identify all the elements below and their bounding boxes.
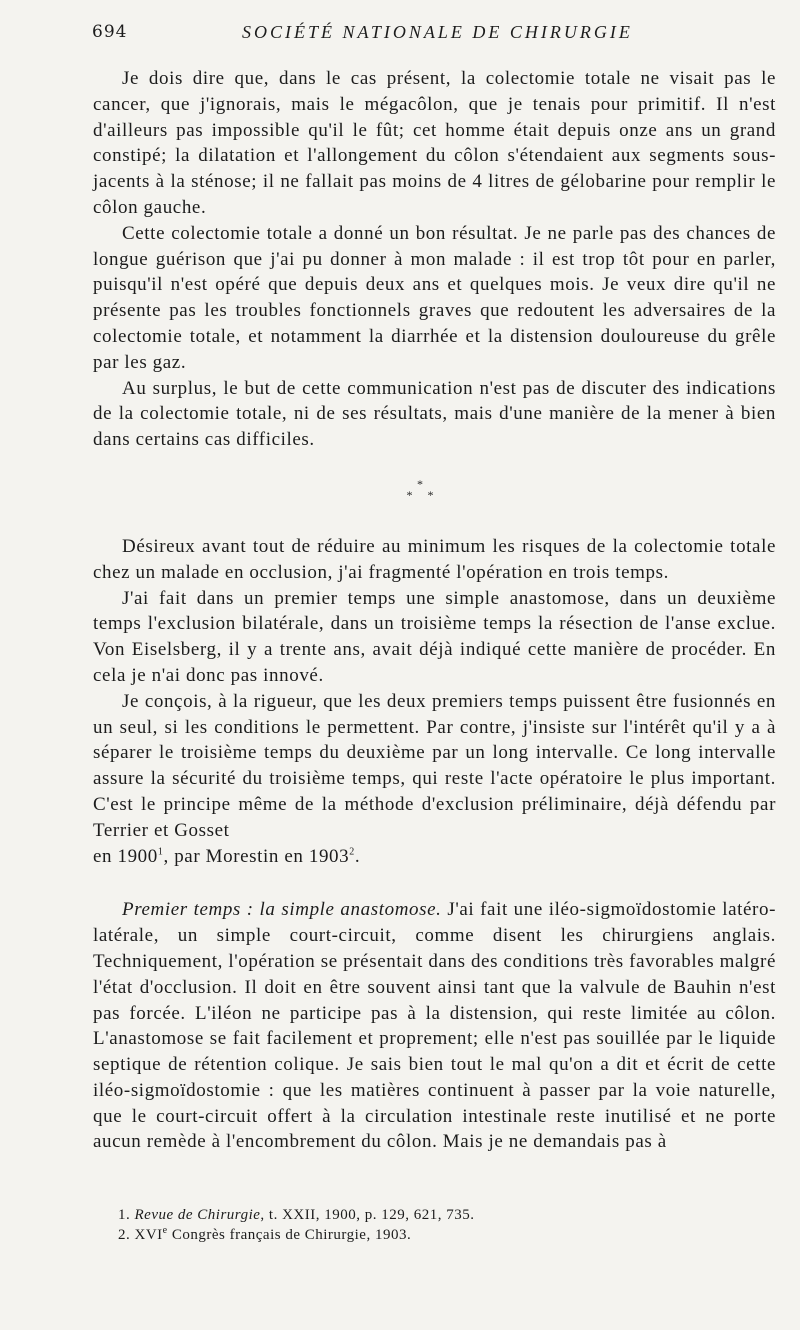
separator-star-top: * (417, 476, 429, 491)
section-label: Premier temps : la simple anastomose. (122, 899, 442, 921)
citation-text: en 1900 (93, 845, 158, 867)
paragraph: J'ai fait dans un premier temps une simple anastomose, dans un deuxième temps l'exclusion bilatérale, dans un troisième temps la résection de l'anse exclue. Von Eiselsberg, il y a trente ans, avait déjà indiqué cette manière de procéder. En cela je n'ai donc pas innové. (93, 587, 776, 686)
footnote-superscript: e (162, 1225, 168, 1236)
paragraph-continuation (93, 844, 776, 870)
journal-title: Revue de Chirurgie (134, 1207, 261, 1223)
paragraph-gap (93, 869, 776, 897)
footnote-ref-1: 1 (157, 846, 164, 858)
paragraph: Au surplus, le but de cette communication n'est pas de discuter des indications de la colectomie totale, ni de ses résultats, mais d'une manière de la mener à bien dans certains cas difficiles. (93, 377, 776, 451)
paragraph-premier-temps (93, 897, 776, 1155)
paragraph: Désireux avant tout de réduire au minimum les risques de la colectomie totale chez un malade en occlusion, j'ai fragmenté l'opération en trois temps. (93, 535, 776, 583)
paragraph: Je conçois, à la rigueur, que les deux premiers temps puissent être fusionnés en un seul, si les conditions le permettent. Par contre, j'insiste sur l'intérêt qu'il y a à séparer le troisième temps du deuxième par un long intervalle. Ce long intervalle assure la sécurité du troisième temps, qui reste l'acte opératoire le plus important. C'est le principe même de la méthode d'exclusion préliminaire, déjà défendu par Terrier et Gosset (93, 690, 776, 841)
paragraph: Cette colectomie totale a donné un bon résultat. Je ne parle pas des chances de longue guérison que j'ai pu donner à mon malade : il est trop tôt pour en parler, puisqu'il n'est opéré que depuis deux ans et quelques mois. Je veux dire qu'il ne présente pas les troubles fonctionnels graves que redoutent les adversaires de la colectomie totale, et notamment la diarrhée et la distension douloureuse du grêle par les gaz. (93, 222, 776, 373)
footnotes (118, 1205, 758, 1245)
footnote-text: , t. XXII, 1900, p. 129, 621, 735. (260, 1207, 475, 1223)
citation-text: , par Morestin en 1903 (163, 845, 350, 867)
page-header (92, 22, 752, 46)
page-number: 694 (92, 22, 128, 42)
running-title: SOCIÉTÉ NATIONALE DE CHIRURGIE (242, 22, 633, 42)
body-text (93, 66, 776, 1155)
section-separator (93, 476, 753, 502)
citation-text: . (354, 845, 361, 867)
footnote-ref-2: 2 (349, 846, 355, 858)
footnote-1 (118, 1205, 758, 1225)
separator-stars-bottom: * * (406, 487, 440, 502)
paragraph-text: J'ai fait une iléo-sigmoïdostomie latéro-latérale, un simple court-circuit, comme disent les chirurgiens anglais. Techniquement, l'opération se présentait dans des conditions très favorables malgré l'état d'occlusion. Il doit en être souvent ainsi tant que la valvule de Bauhin n'est pas forcée. L'iléon ne participe pas à la distension, qui reste limitée au côlon. L'anastomose se fait facilement et proprement; elle n'est pas souillée par le liquide septique de rétention colique. Je sais bien tout le mal qu'on a dit et écrit de cette iléo-sigmoïdostomie : que les matières continuent à passer par la voie naturelle, que le court-circuit offert à la circulation intestinale reste inutilisé et ne porte aucun remède à l'encombrement du côlon. Mais je ne demandais pas à (93, 899, 776, 1153)
footnote-number: 1. (118, 1207, 131, 1223)
paragraph: Je dois dire que, dans le cas présent, la colectomie totale ne visait pas le cancer, que j'ignorais, mais le mégacôlon, que je tenais pour primitif. Il n'est d'ailleurs pas impossible qu'il le fût; cet homme était depuis onze ans un grand constipé; la dilatation et l'allongement du côlon s'étendaient aux segments sous-jacents à la sténose; il ne fallait pas moins de 4 litres de gélobarine pour remplir le côlon gauche. (93, 68, 776, 218)
footnote-roman: XVI (134, 1227, 163, 1243)
footnote-text: Congrès français de Chirurgie, 1903. (167, 1227, 412, 1243)
footnote-2 (118, 1225, 758, 1245)
footnote-number: 2. (118, 1227, 131, 1243)
